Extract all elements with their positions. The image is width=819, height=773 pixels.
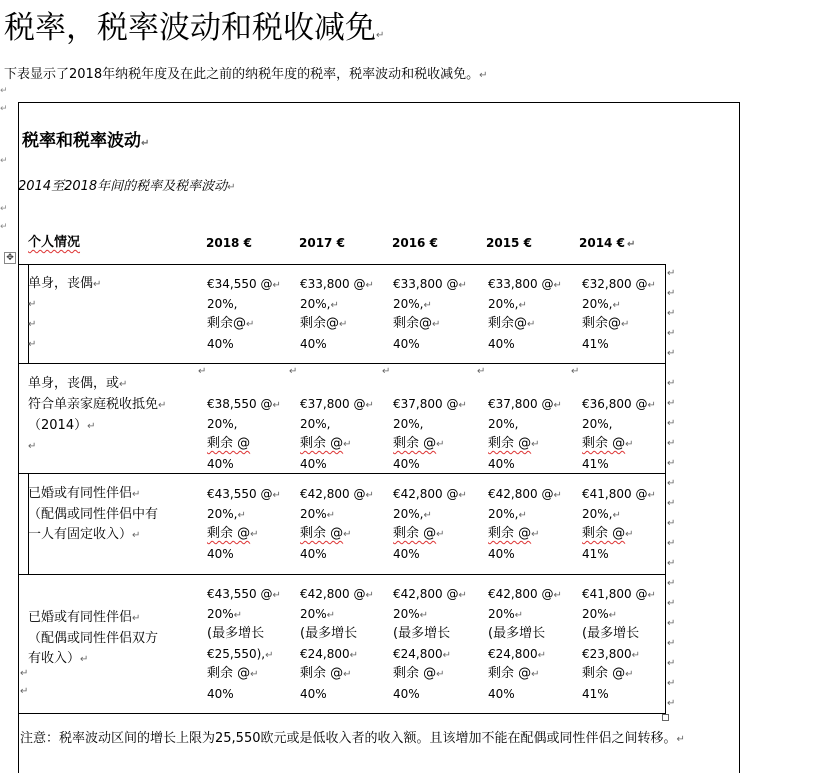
table-cell: €42,800 @↵ 20%↵ (最多增长 €24,800↵ 剩余 @↵ 40% [300, 587, 374, 701]
table-row-label: 已婚或有同性伴侣↵ （配偶或同性伴侣双方 有收入）↵ [28, 610, 159, 666]
table-row-label: 单身，丧偶，或↵ 符合单亲家庭税收抵免↵ （2014）↵ ↵ [28, 376, 167, 452]
table-subtitle: 2014至2018年间的税率及税率波动↵ [18, 179, 236, 194]
table-cell: €42,800 @↵ 20%↵ (最多增长 €24,800↵ 剩余 @↵ 40% [488, 587, 562, 701]
table-row-label: 单身，丧偶↵ ↵ ↵ ↵ [28, 276, 102, 350]
table-cell: €41,800 @↵ 20%↵ (最多增长 €23,800↵ 剩余 @↵ 41% [582, 587, 656, 701]
table-cell: €33,800 @↵ 20%,↵ 剩余@↵ 40% [488, 277, 562, 351]
table-cell: €42,800 @↵ 20%,↵ 剩余 @↵ 40% [393, 487, 467, 561]
footnote: 注意：税率波动区间的增长上限为25,550欧元或是低收入者的收入额。且该增加不能在配偶或同性伴侣之间转移。↵ [20, 731, 685, 746]
table-cell: €37,800 @↵ 20%, 剩余 @↵ 40% [300, 397, 374, 471]
table-resize-handle-icon[interactable] [662, 714, 669, 721]
table-cell: €36,800 @↵ 20%, 剩余 @↵ 41% [582, 397, 656, 471]
table-move-handle-icon[interactable]: ✥ [4, 252, 16, 264]
column-header-situation: 个人情况 [28, 235, 81, 250]
column-header-2018: 2018 € [206, 236, 252, 250]
column-header-2017: 2017 € [299, 236, 345, 250]
row-divider [18, 574, 665, 575]
table-cell: €42,800 @↵ 20%↵ 剩余 @↵ 40% [300, 487, 374, 561]
table-cell: €41,800 @↵ 20%,↵ 剩余 @↵ 41% [582, 487, 656, 561]
column-header-2016: 2016 € [392, 236, 438, 250]
table-cell: €34,550 @↵ 20%, 剩余@↵ 40% [207, 277, 281, 351]
document-title: 税率，税率波动和税收减免↵ [4, 10, 385, 46]
table-cell: €38,550 @↵ 20%, 剩余 @ 40% [207, 397, 281, 471]
table-cell: €42,800 @↵ 20%,↵ 剩余 @↵ 40% [488, 487, 562, 561]
intro-paragraph: 下表显示了2018年纳税年度及在此之前的纳税年度的税率，税率波动和税收减免。↵ [4, 67, 488, 82]
row-divider [18, 363, 665, 364]
table-row-label: 已婚或有同性伴侣↵ （配偶或同性伴侣中有 一人有固定收入）↵ [28, 486, 159, 542]
table-cell: €33,800 @↵ 20%,↵ 剩余@↵ 40% [393, 277, 467, 351]
table-cell: €43,550 @↵ 20%,↵ 剩余 @↵ 40% [207, 487, 281, 561]
table-border-bottom [18, 713, 665, 714]
table-cell: €32,800 @↵ 20%,↵ 剩余@↵ 41% [582, 277, 656, 351]
column-header-2014: 2014 € ↵ [579, 236, 636, 250]
table-cell: €43,550 @↵ 20%↵ (最多增长 €25,550),↵ 剩余 @↵ 40% [207, 587, 281, 701]
table-border-top [18, 264, 665, 265]
table-cell: €42,800 @↵ 20%↵ (最多增长 €24,800↵ 剩余 @↵ 40% [393, 587, 467, 701]
section-title: 税率和税率波动↵ [22, 131, 150, 151]
table-cell: €33,800 @↵ 20%,↵ 剩余@↵ 40% [300, 277, 374, 351]
table-cell: €37,800 @↵ 20%, 剩余 @↵ 40% [393, 397, 467, 471]
column-header-2015: 2015 € [486, 236, 532, 250]
table-cell: €37,800 @↵ 20%, 剩余 @↵ 40% [488, 397, 562, 471]
